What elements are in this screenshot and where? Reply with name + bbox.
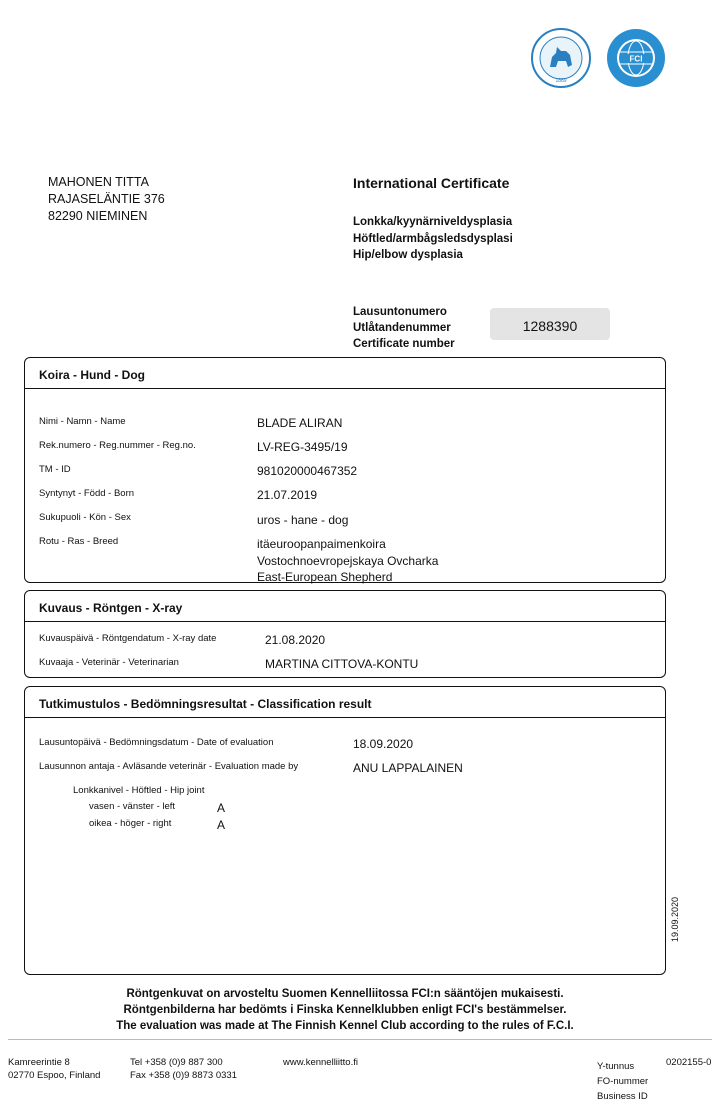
fci-logo	[605, 27, 667, 89]
dog-label-regno: Rek.numero - Reg.nummer - Reg.no.	[39, 440, 196, 451]
footer-line-fi: Röntgenkuvat on arvosteltu Suomen Kennelliitossa FCI:n sääntöjen mukaisesti.	[126, 988, 564, 1000]
dog-value-name: BLADE ALIRAN	[257, 416, 343, 430]
certificate-number-labels	[353, 304, 455, 352]
dog-section	[24, 357, 666, 583]
xray-value-date: 21.08.2020	[265, 633, 326, 647]
breed-line-2: Vostochnoevropejskaya Ovcharka	[257, 553, 439, 568]
certificate-number: 1288390	[490, 308, 610, 340]
dog-label-breed: Rotu - Ras - Breed	[39, 536, 119, 547]
hip-left-value: A	[217, 801, 226, 815]
certnum-label-en: Certificate number	[353, 338, 455, 350]
footer-phone	[130, 1056, 237, 1082]
footer-business-id: 0202155-0	[666, 1057, 712, 1068]
dog-label-born: Syntynyt - Född - Born	[39, 488, 135, 499]
dog-label-name: Nimi - Namn - Name	[39, 416, 126, 427]
dysplasia-fi: Lonkka/kyynärniveldysplasia	[353, 216, 513, 228]
owner-name: MAHONEN TITTA	[48, 175, 149, 189]
print-date: 19.09.2020	[670, 896, 680, 942]
certnum-label-sv: Utlåtandenummer	[353, 322, 451, 334]
footer-fonummer: FO-nummer	[597, 1076, 649, 1087]
result-section	[24, 686, 666, 975]
dog-value-regno: LV-REG-3495/19	[257, 440, 348, 454]
svg-text:FCI: FCI	[629, 54, 643, 64]
certificate-title: International Certificate	[353, 175, 510, 191]
footer-web-link[interactable]: www.kennelliitto.fi	[283, 1057, 358, 1068]
hip-right-label: oikea - höger - right	[89, 818, 172, 829]
footer-divider	[8, 1039, 712, 1040]
finnish-kennel-club-logo	[530, 27, 592, 89]
result-label-date: Lausuntopäivä - Bedömningsdatum - Date of evaluation	[39, 737, 274, 748]
dog-value-born: 21.07.2019	[257, 488, 318, 502]
result-label-vet: Lausunnon antaja - Avläsande veterinär - Evaluation made by	[39, 761, 299, 772]
xray-section-header: Kuvaus - Röntgen - X-ray	[25, 591, 665, 622]
dog-value-breed	[257, 536, 438, 586]
dysplasia-en: Hip/elbow dysplasia	[353, 249, 463, 261]
footer-address-line1: Kamreerintie 8	[8, 1057, 70, 1068]
hip-left-label: vasen - vänster - left	[89, 801, 176, 812]
footer-tel: Tel +358 (0)9 887 300	[130, 1057, 223, 1068]
footer-ytunnus: Y-tunnus	[597, 1061, 635, 1072]
dog-label-id: TM - ID	[39, 464, 71, 475]
certnum-label-fi: Lausuntonumero	[353, 306, 447, 318]
dog-value-id: 981020000467352	[257, 464, 358, 478]
footer-line-sv: Röntgenbilderna har bedömts i Finska Kennelklubben enligt FCI's bestämmelser.	[123, 1004, 567, 1016]
result-value-date: 18.09.2020	[353, 737, 414, 751]
xray-label-date: Kuvauspäivä - Röntgendatum - X-ray date	[39, 633, 217, 644]
hip-joint-title: Lonkkanivel - Höftled - Hip joint	[73, 785, 205, 796]
owner-street: RAJASELÄNTIE 376	[48, 192, 165, 206]
dog-value-sex: uros - hane - dog	[257, 513, 349, 527]
breed-line-3: East-European Shepherd	[257, 570, 393, 584]
breed-line-1: itäeuroopanpaimenkoira	[257, 537, 386, 551]
dysplasia-sv: Höftled/armbågsledsdysplasi	[353, 232, 513, 245]
footer-address	[8, 1056, 100, 1082]
dog-label-sex: Sukupuoli - Kön - Sex	[39, 512, 131, 523]
xray-section	[24, 590, 666, 678]
xray-value-vet: MARTINA CITTOVA-KONTU	[265, 657, 419, 671]
result-section-header: Tutkimustulos - Bedömningsresultat - Classification result	[25, 687, 665, 718]
result-value-vet: ANU LAPPALAINEN	[353, 761, 463, 775]
footer-business-labels	[597, 1059, 648, 1104]
xray-label-vet: Kuvaaja - Veterinär - Veterinarian	[39, 657, 179, 668]
footer-fax: Fax +358 (0)9 8873 0331	[130, 1070, 237, 1081]
hip-right-value: A	[217, 818, 226, 832]
dog-section-header: Koira - Hund - Dog	[25, 358, 665, 389]
footer-statement	[0, 986, 690, 1034]
owner-city: 82290 NIEMINEN	[48, 209, 148, 223]
dysplasia-titles	[353, 214, 513, 264]
svg-text:1889: 1889	[555, 78, 567, 84]
footer-line-en: The evaluation was made at The Finnish Kennel Club according to the rules of F.C.I.	[116, 1020, 574, 1032]
owner-address	[48, 174, 165, 225]
footer-address-line2: 02770 Espoo, Finland	[8, 1070, 101, 1081]
footer-businessid: Business ID	[597, 1091, 648, 1102]
